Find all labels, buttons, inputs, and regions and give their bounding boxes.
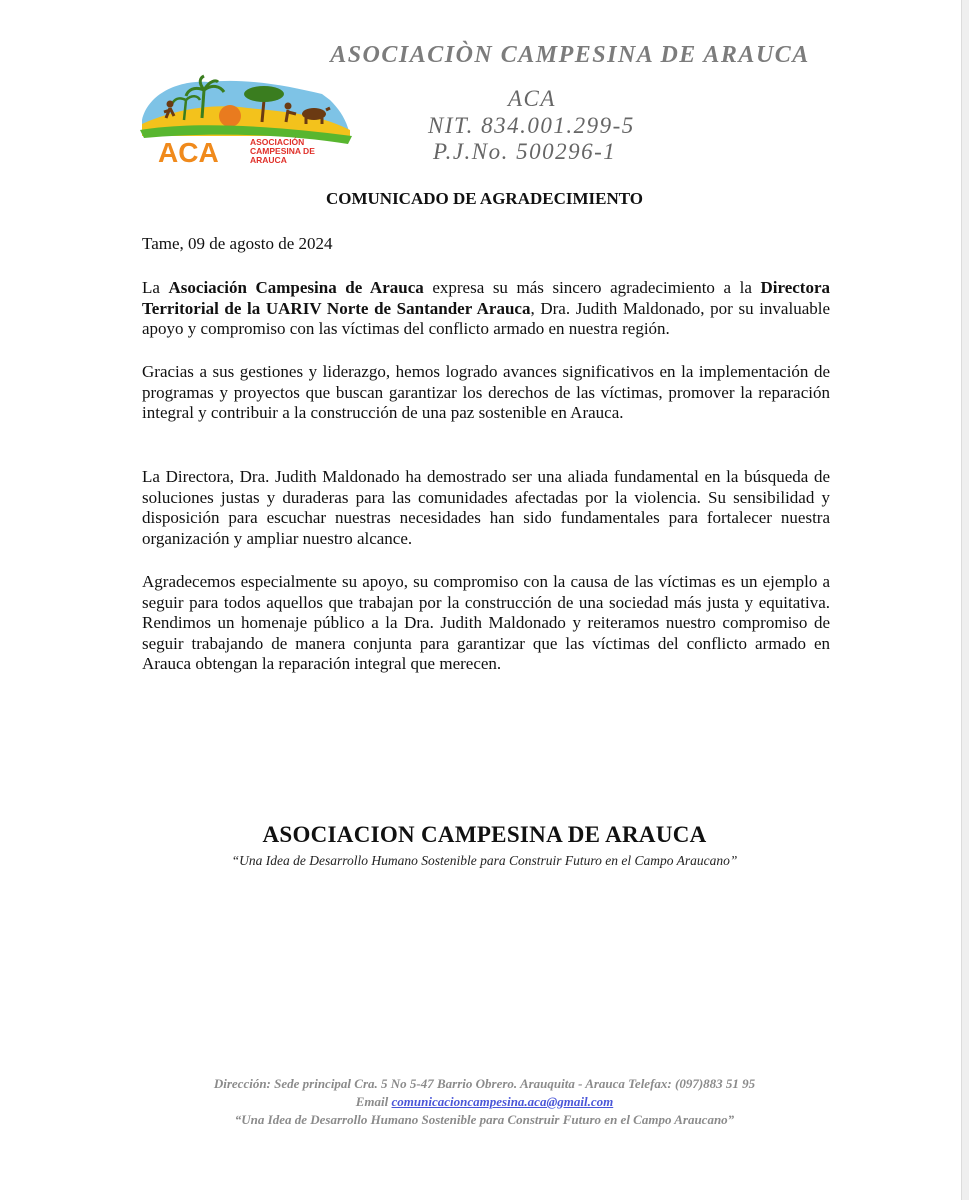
- aca-logo: [138, 72, 352, 164]
- footer-email-label: Email: [355, 1094, 392, 1109]
- logo-line1: ASOCIACIÓN: [250, 137, 305, 147]
- paragraph-4: Agradecemos especialmente su apoyo, su compromiso con la causa de las víctimas es un ejemplo a seguir para todos aquellos que trabajan por la construcción de una sociedad más justa y equitativa. Rendimos un homenaje público a la Dra. Judith Maldonado y reiteramos nuestro compromiso de seguir trabajando de manera conjunta para garantizar que las víctimas del conflicto armado en Arauca obtengan la reparación integral que merecen.: [142, 572, 830, 673]
- logo-letters: ACA: [158, 137, 219, 164]
- signature-slogan: “Una Idea de Desarrollo Humano Sostenible para Construir Futuro en el Campo Araucano”: [231, 853, 738, 868]
- logo-line3: ARAUCA: [250, 155, 287, 164]
- signature-org-name: ASOCIACION CAMPESINA DE ARAUCA: [262, 822, 707, 847]
- header-abbr: ACA: [508, 86, 556, 111]
- paragraph-3: La Directora, Dra. Judith Maldonado ha demostrado ser una aliada fundamental en la búsqueda de soluciones justas y duraderas para las comunidades afectadas por la violencia. Su sensibilidad y disposición para escuchar nuestras necesidades han sido fundamentales para fortalecer nuestra organización y ampliar nuestro alcance.: [142, 467, 830, 548]
- p1-text-1: La: [142, 278, 169, 297]
- paragraph-2: Gracias a sus gestiones y liderazgo, hemos logrado avances significativos en la implementación de programas y proyectos que buscan garantizar los derechos de las víctimas, promover la reparación integral y contribuir a la construcción de una paz sostenible en Arauca.: [142, 362, 830, 422]
- document-date: Tame, 09 de agosto de 2024: [142, 234, 333, 253]
- paragraph-1: [142, 278, 830, 340]
- header-pj: P.J.No. 500296-1: [433, 139, 617, 164]
- header-org-name: ASOCIACIÒN CAMPESINA DE ARAUCA: [330, 42, 810, 68]
- document-title: COMUNICADO DE AGRADECIMIENTO: [325, 189, 644, 208]
- footer-email-line: [0, 1094, 969, 1110]
- p1-bold-directora: Directora Territorial de la UARIV Norte de Santander Arauca: [142, 278, 830, 318]
- logo-line2: CAMPESINA DE: [250, 146, 315, 156]
- footer-slogan: “Una Idea de Desarrollo Humano Sostenible para Construir Futuro en el Campo Araucano”: [234, 1112, 735, 1127]
- footer-email-link[interactable]: comunicacioncampesina.aca@gmail.com: [391, 1094, 614, 1109]
- header-nit: NIT. 834.001.299-5: [428, 113, 635, 138]
- page-edge: [961, 0, 969, 1200]
- p1-bold-org: Asociación Campesina de Arauca: [168, 278, 424, 297]
- p1-text-3: , Dra. Judith Maldonado, por su invaluable apoyo y compromiso con las víctimas del conflicto armado en nuestra región.: [142, 298, 831, 338]
- footer-address: Dirección: Sede principal Cra. 5 No 5-47 Barrio Obrero. Arauquita - Arauca Telefax: (097)883 51 95: [213, 1076, 756, 1091]
- p1-text-2: expresa su más sincero agradecimiento a la: [423, 278, 761, 297]
